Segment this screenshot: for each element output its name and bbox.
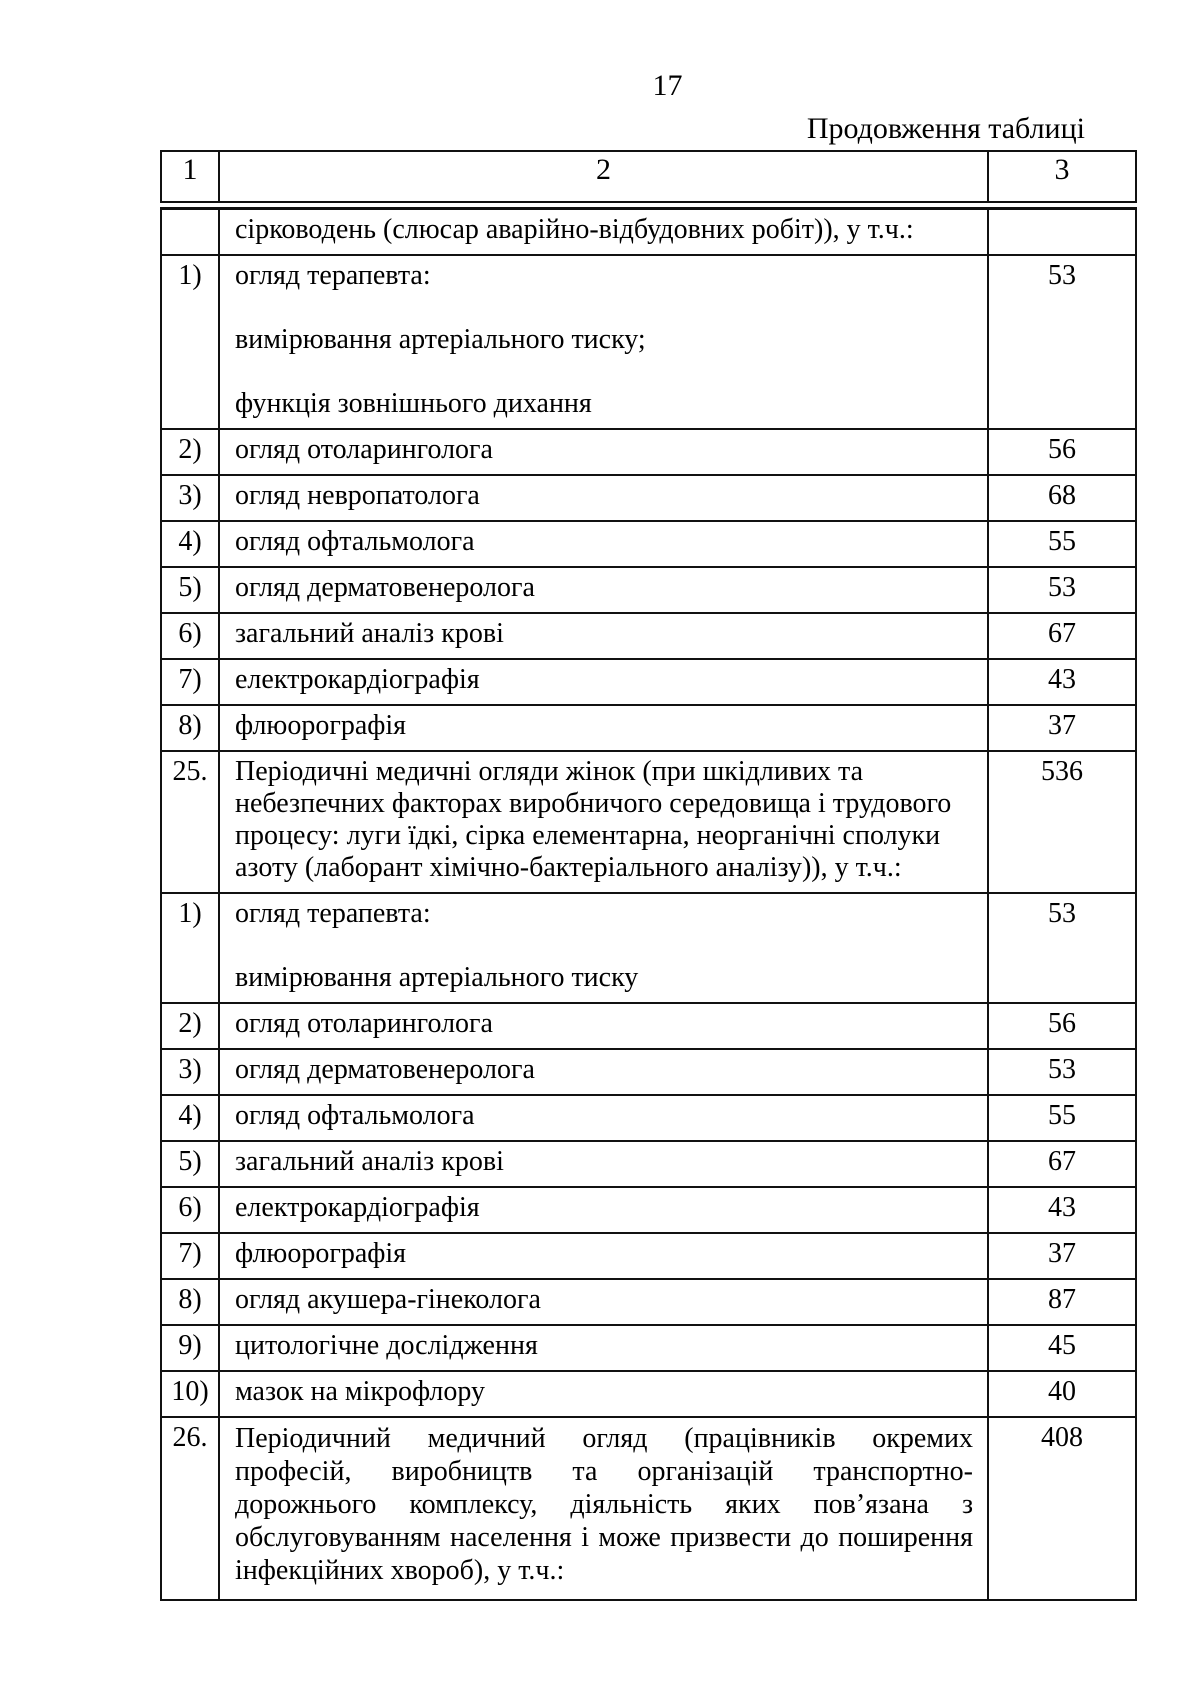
row-number-cell: 6): [161, 613, 219, 659]
row-number-cell: 6): [161, 1187, 219, 1233]
row-value-cell: 45: [988, 1325, 1136, 1371]
row-number-cell: 8): [161, 705, 219, 751]
row-value-cell: 40: [988, 1371, 1136, 1417]
row-value-cell: [988, 209, 1136, 256]
row-description-paragraph: Періодичний медичний огляд (працівників окремих професій, виробництв та організацій транспортно-дорожнього комплексу, діяльність яких пов’язана з обслуговуванням населення і може призвести до поширення інфекційних хвороб), у т.ч.:: [235, 1423, 973, 1586]
row-description-cell: [219, 255, 988, 429]
row-number-cell: 2): [161, 429, 219, 475]
table-header: [160, 150, 1137, 203]
row-description-paragraph: сірководень (слюсар аварійно-відбудовних робіт)), у т.ч.:: [235, 214, 914, 245]
row-description-cell: [219, 1279, 988, 1325]
row-description-cell: [219, 567, 988, 613]
row-description-paragraph: вимірювання артеріального тиску;: [235, 324, 646, 355]
row-description-cell: [219, 1233, 988, 1279]
table-row: [161, 705, 1136, 751]
row-description-cell: [219, 475, 988, 521]
row-number-cell: 25.: [161, 751, 219, 893]
table-row: [161, 1003, 1136, 1049]
row-number-cell: 7): [161, 659, 219, 705]
table-row: [161, 1279, 1136, 1325]
table-row: [161, 1325, 1136, 1371]
column-header-1: 1: [161, 151, 219, 202]
row-value-cell: 53: [988, 255, 1136, 429]
row-number-cell: 4): [161, 1095, 219, 1141]
row-description-cell: [219, 429, 988, 475]
row-value-cell: 67: [988, 1141, 1136, 1187]
row-value-cell: 43: [988, 659, 1136, 705]
table-header-row: [161, 151, 1136, 202]
row-description-cell: [219, 659, 988, 705]
row-number-cell: 26.: [161, 1417, 219, 1600]
row-description-cell: [219, 1003, 988, 1049]
row-value-cell: 53: [988, 1049, 1136, 1095]
row-value-cell: 37: [988, 1233, 1136, 1279]
table-row: [161, 255, 1136, 429]
row-value-cell: 56: [988, 1003, 1136, 1049]
row-value-cell: 68: [988, 475, 1136, 521]
table-row: [161, 475, 1136, 521]
row-value-cell: 53: [988, 567, 1136, 613]
results-table-body: [161, 209, 1136, 1601]
row-description-paragraph: мазок на мікрофлору: [235, 1376, 486, 1407]
row-description-paragraph: огляд дерматовенеролога: [235, 1054, 535, 1085]
row-description-paragraph: цитологічне дослідження: [235, 1330, 538, 1361]
row-description-cell: [219, 1095, 988, 1141]
row-value-cell: 43: [988, 1187, 1136, 1233]
row-description-cell: [219, 1371, 988, 1417]
row-description-cell: [219, 613, 988, 659]
row-description-paragraph: огляд акушера-гінеколога: [235, 1284, 541, 1315]
row-description-paragraph: огляд терапевта:: [235, 898, 431, 929]
table-row: [161, 209, 1136, 256]
row-description-cell: [219, 1417, 988, 1600]
page-number: 17: [652, 69, 683, 102]
row-description-paragraph: флюорографія: [235, 710, 407, 741]
table-row: [161, 751, 1136, 893]
row-value-cell: 536: [988, 751, 1136, 893]
row-description-paragraph: огляд невропатолога: [235, 480, 480, 511]
row-number-cell: 5): [161, 567, 219, 613]
row-number-cell: 1): [161, 255, 219, 429]
row-description-cell: [219, 705, 988, 751]
row-description-paragraph: огляд офтальмолога: [235, 1100, 475, 1131]
column-header-3: 3: [988, 151, 1136, 202]
column-header-2: 2: [219, 151, 988, 202]
row-description-cell: [219, 521, 988, 567]
row-value-cell: 37: [988, 705, 1136, 751]
table-row: [161, 1371, 1136, 1417]
row-number-cell: 7): [161, 1233, 219, 1279]
results-table: [160, 207, 1137, 1601]
table-row: [161, 567, 1136, 613]
row-description-cell: [219, 1187, 988, 1233]
table-row: [161, 659, 1136, 705]
row-value-cell: 408: [988, 1417, 1136, 1600]
row-description-paragraph: огляд офтальмолога: [235, 526, 475, 557]
row-description-cell: [219, 893, 988, 1003]
row-description-paragraph: вимірювання артеріального тиску: [235, 962, 639, 993]
row-description-cell: [219, 209, 988, 256]
table-row: [161, 429, 1136, 475]
row-description-paragraph: загальний аналіз крові: [235, 1146, 504, 1177]
row-description-paragraph: огляд терапевта:: [235, 260, 431, 291]
row-number-cell: 9): [161, 1325, 219, 1371]
row-number-cell: 3): [161, 475, 219, 521]
row-description-paragraph: огляд дерматовенеролога: [235, 572, 535, 603]
row-value-cell: 55: [988, 521, 1136, 567]
row-value-cell: 55: [988, 1095, 1136, 1141]
table-row: [161, 613, 1136, 659]
row-number-cell: 2): [161, 1003, 219, 1049]
row-value-cell: 87: [988, 1279, 1136, 1325]
row-description-paragraph: флюорографія: [235, 1238, 407, 1269]
row-description-paragraph: Періодичні медичні огляди жінок (при шкідливих та небезпечних факторах виробничого середовища і трудового процесу: луги їдкі, сірка елементарна, неорганічні сполуки азоту (лаборант хімічно-бактеріального аналізу)), у т.ч.:: [235, 756, 952, 883]
table-row: [161, 521, 1136, 567]
table-row: [161, 1417, 1136, 1600]
row-description-paragraph: огляд отоларинголога: [235, 434, 493, 465]
table-row: [161, 1049, 1136, 1095]
row-description-paragraph: функція зовнішнього дихання: [235, 388, 592, 419]
row-number-cell: 8): [161, 1279, 219, 1325]
row-description-paragraph: електрокардіографія: [235, 1192, 480, 1223]
table-row: [161, 1233, 1136, 1279]
row-description-cell: [219, 1325, 988, 1371]
row-number-cell: 1): [161, 893, 219, 1003]
row-number-cell: 5): [161, 1141, 219, 1187]
row-description-cell: [219, 1141, 988, 1187]
row-number-cell: 3): [161, 1049, 219, 1095]
table-row: [161, 893, 1136, 1003]
row-description-cell: [219, 1049, 988, 1095]
table-continuation-label: Продовження таблиці: [806, 112, 1085, 145]
row-description-paragraph: загальний аналіз крові: [235, 618, 504, 649]
row-number-cell: 4): [161, 521, 219, 567]
row-description-cell: [219, 751, 988, 893]
row-value-cell: 67: [988, 613, 1136, 659]
row-value-cell: 56: [988, 429, 1136, 475]
row-description-paragraph: електрокардіографія: [235, 664, 480, 695]
table-row: [161, 1187, 1136, 1233]
row-number-cell: 10): [161, 1371, 219, 1417]
row-number-cell: [161, 209, 219, 256]
table-row: [161, 1141, 1136, 1187]
row-value-cell: 53: [988, 893, 1136, 1003]
row-description-paragraph: огляд отоларинголога: [235, 1008, 493, 1039]
table-row: [161, 1095, 1136, 1141]
